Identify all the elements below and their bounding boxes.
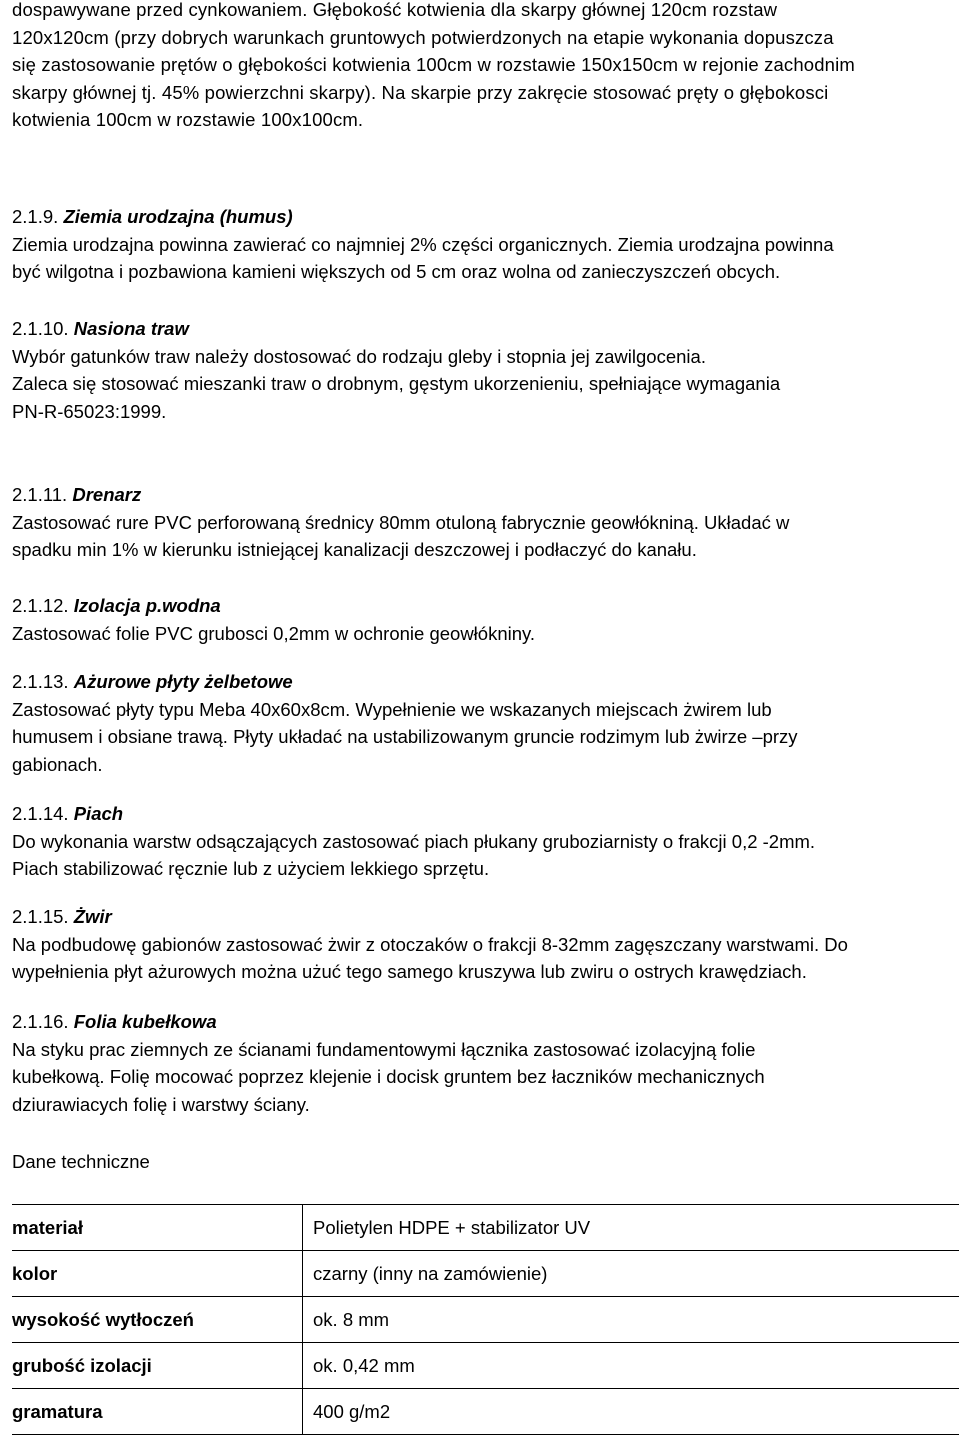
section-title: Nasiona traw bbox=[73, 318, 189, 339]
text-line: Na styku prac ziemnych ze ścianami fundamentowymi łącznika zastosować izolacyjną folie bbox=[12, 1038, 756, 1060]
section-2-1-14 bbox=[12, 800, 948, 883]
section-number: 2.1.11. bbox=[12, 484, 68, 505]
table-row bbox=[12, 1297, 959, 1343]
text-line: Zastosować rure PVC perforowaną średnicy 80mm otuloną fabrycznie geowłókniną. Układać w bbox=[12, 511, 790, 533]
text-line: 120x120cm (przy dobrych warunkach gruntowych potwierdzonych na etapie wykonania dopuszcza bbox=[12, 26, 834, 48]
section-2-1-9 bbox=[12, 203, 948, 286]
text-line: Ziemia urodzajna powinna zawierać co najmniej 2% części organicznych. Ziemia urodzajna powinna bbox=[12, 233, 834, 255]
text-line: wypełnienia płyt ażurowych można użuć tego samego kruszywa lub zwiru o ostrych krawędziach. bbox=[12, 961, 807, 982]
spec-value: ok. 0,42 mm bbox=[303, 1343, 960, 1389]
spec-value: czarny (inny na zamówienie) bbox=[303, 1251, 960, 1297]
section-heading bbox=[12, 903, 948, 931]
spec-key: grubość izolacji bbox=[12, 1343, 303, 1389]
section-title: Żwir bbox=[73, 906, 112, 927]
text-line: dospawywane przed cynkowaniem. Głębokość kotwienia dla skarpy głównej 120cm rozstaw bbox=[12, 0, 778, 20]
table-row bbox=[12, 1389, 959, 1435]
section-title: Ziemia urodzajna (humus) bbox=[63, 206, 293, 227]
section-2-1-12 bbox=[12, 592, 948, 647]
text-line: być wilgotna i pozbawiona kamieni większych od 5 cm oraz wolna od zanieczyszczeń obcych. bbox=[12, 261, 781, 282]
section-title: Piach bbox=[73, 803, 124, 824]
text-line: gabionach. bbox=[12, 753, 103, 775]
text-line: humusem i obsiane trawą. Płyty układać na ustabilizowanym gruncie rodzimym lub żwirze –przy bbox=[12, 726, 798, 747]
text-line: Wybór gatunków traw należy dostosować do rodzaju gleby i stopnia jej zawilgocenia. bbox=[12, 345, 706, 367]
text-line: Do wykonania warstw odsączających zastosować piach płukany gruboziarnisty o frakcji 0,2 -2mm. bbox=[12, 830, 816, 852]
spec-key: gramatura bbox=[12, 1389, 303, 1435]
section-2-1-13 bbox=[12, 668, 948, 778]
section-2-1-11 bbox=[12, 481, 948, 564]
table-row bbox=[12, 1251, 959, 1297]
section-heading bbox=[12, 481, 948, 509]
section-title: Folia kubełkowa bbox=[73, 1011, 217, 1032]
text-line: spadku min 1% w kierunku istniejącej kanalizacji deszczowej i podłaczyć do kanału. bbox=[12, 539, 697, 560]
text-line: Zastosować płyty typu Meba 40x60x8cm. Wypełnienie we wskazanych miejscach żwirem lub bbox=[12, 698, 772, 720]
text-line: dziurawiacych folię i warstwy ściany. bbox=[12, 1093, 310, 1115]
text-line: PN-R-65023:1999. bbox=[12, 400, 167, 422]
section-number: 2.1.14. bbox=[12, 803, 69, 824]
intro-paragraph bbox=[12, 0, 948, 134]
section-heading bbox=[12, 800, 948, 828]
section-number: 2.1.15. bbox=[12, 906, 69, 927]
section-heading bbox=[12, 203, 948, 231]
text-line: Na podbudowę gabionów zastosować żwir z otoczaków o frakcji 8-32mm zagęszczany warstwami. Do bbox=[12, 933, 848, 955]
section-heading bbox=[12, 668, 948, 696]
section-heading bbox=[12, 1008, 948, 1036]
spec-key: wysokość wytłoczeń bbox=[12, 1297, 303, 1343]
section-title: Izolacja p.wodna bbox=[73, 595, 221, 616]
spec-key: materiał bbox=[12, 1205, 303, 1251]
section-2-1-16 bbox=[12, 1008, 948, 1118]
table-row bbox=[12, 1205, 959, 1251]
section-title: Ażurowe płyty żelbetowe bbox=[73, 671, 293, 692]
text-line: Zastosować folie PVC grubosci 0,2mm w ochronie geowłókniny. bbox=[12, 622, 536, 644]
text-line: Piach stabilizować ręcznie lub z użyciem lekkiego sprzętu. bbox=[12, 858, 490, 879]
text-line: się zastosowanie prętów o głębokości kotwienia 100cm w rozstawie 150x150cm w rejonie zachodnim bbox=[12, 54, 855, 75]
spec-value: Polietylen HDPE + stabilizator UV bbox=[303, 1205, 960, 1251]
section-number: 2.1.16. bbox=[12, 1011, 69, 1032]
section-2-1-15 bbox=[12, 903, 948, 986]
text-line: Zaleca się stosować mieszanki traw o drobnym, gęstym ukorzenieniu, spełniające wymagania bbox=[12, 373, 781, 394]
text-line: kotwienia 100cm w rozstawie 100x100cm. bbox=[12, 109, 364, 130]
section-number: 2.1.12. bbox=[12, 595, 69, 616]
text-line: skarpy głównej tj. 45% powierzchni skarpy). Na skarpie przy zakręcie stosować pręty o głębokosci bbox=[12, 81, 829, 103]
section-2-1-10 bbox=[12, 315, 948, 425]
spec-value: 400 g/m2 bbox=[303, 1389, 960, 1435]
section-heading bbox=[12, 592, 948, 620]
table-row bbox=[12, 1343, 959, 1389]
tech-data-heading: Dane techniczne bbox=[12, 1151, 150, 1172]
text-line: kubełkową. Folię mocować poprzez klejenie i docisk gruntem bez łaczników mechanicznych bbox=[12, 1066, 765, 1087]
section-heading bbox=[12, 315, 948, 343]
spec-key: kolor bbox=[12, 1251, 303, 1297]
section-title: Drenarz bbox=[72, 484, 142, 505]
spec-value: ok. 8 mm bbox=[303, 1297, 960, 1343]
section-number: 2.1.13. bbox=[12, 671, 69, 692]
tech-data-table bbox=[12, 1204, 959, 1435]
section-number: 2.1.9. bbox=[12, 206, 59, 227]
section-number: 2.1.10. bbox=[12, 318, 69, 339]
